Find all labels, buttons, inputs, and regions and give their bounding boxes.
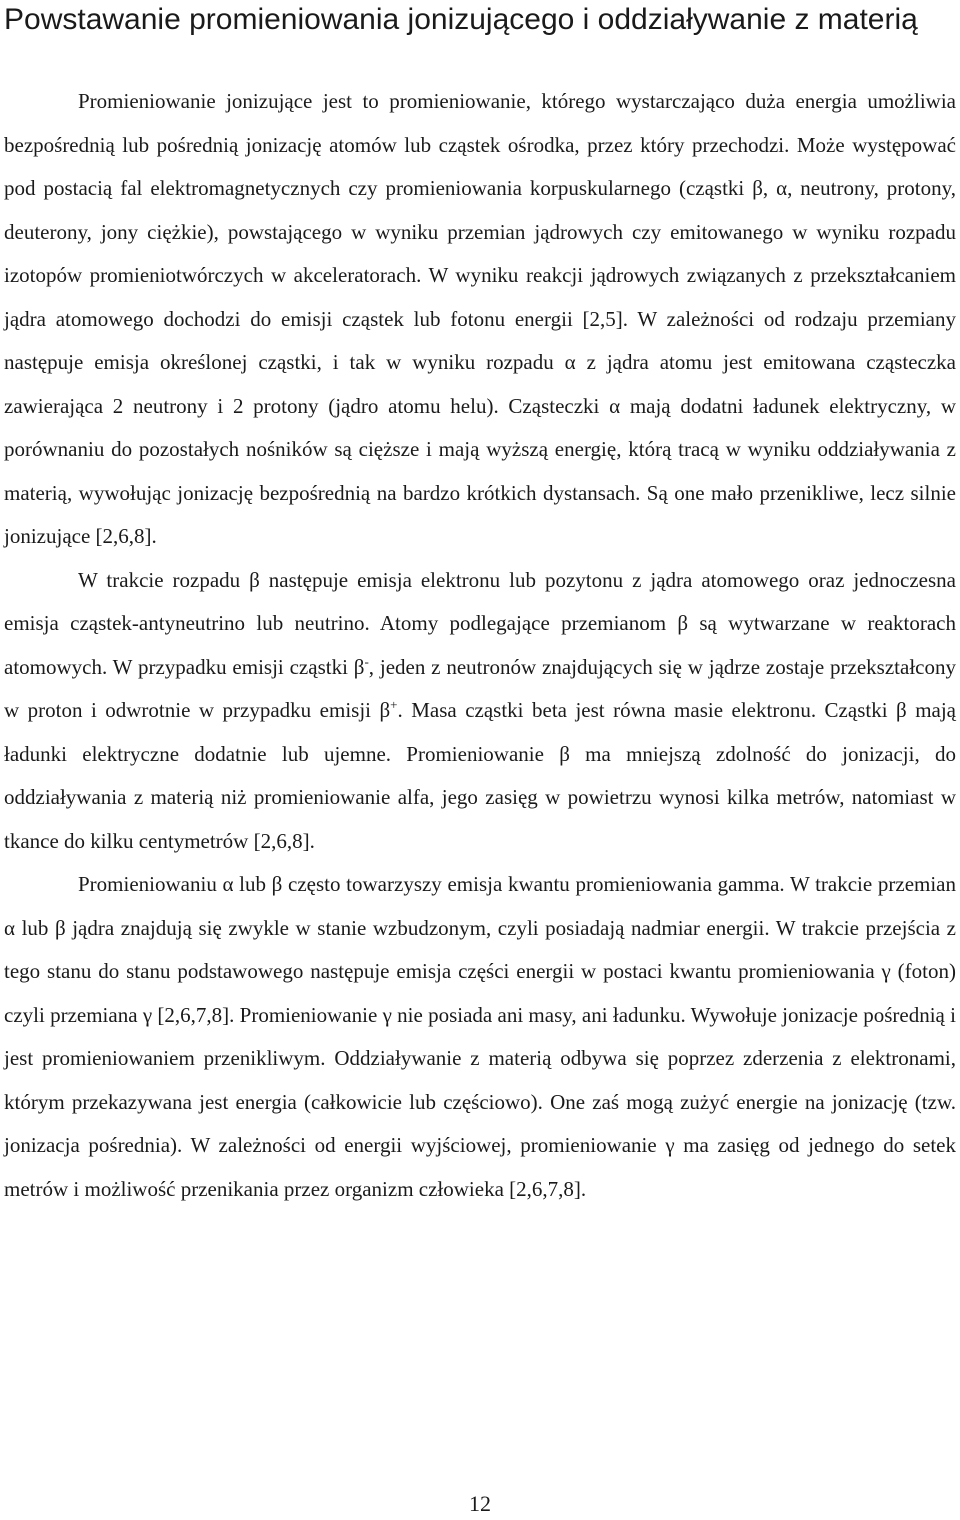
document-body (4, 80, 956, 1211)
page-title: Powstawanie promieniowania jonizującego i oddziaływanie z materią (4, 3, 918, 36)
paragraph-1 (4, 80, 956, 559)
paragraph-text: Promieniowanie jonizujące jest to promieniowanie, którego wystarczająco duża energia umożliwia bezpośrednią lub pośrednią jonizację atomów lub cząstek ośrodka, przez który przechodzi. Może występować pod postacią fal elektromagnetycznych czy promieniowania korpuskularnego (cząstki β, α, neutrony, protony, deuterony, jony ciężkie), powstającego w wyniku przemian jądrowych czy emitowanego w wyniku rozpadu izotopów promieniotwórczych w akceleratorach. W wyniku reakcji jądrowych związanych z przekształcaniem jądra atomowego dochodzi do emisji cząstek lub fotonu energii [2,5]. W zależności od rodzaju przemiany następuje emisja określonej cząstki, i tak w wyniku rozpadu α z jądra atomu jest emitowana cząsteczka zawierająca 2 neutrony i 2 protony (jądro atomu helu). Cząsteczki α mają dodatni ładunek elektryczny, w porównaniu do pozostałych nośników są cięższe i mają wyższą energię, którą tracą w wyniku oddziaływania z materią, wywołując jonizację bezpośrednią na bardzo krótkich dystansach. Są one mało przenikliwe, lecz silnie jonizujące [2,6,8]. (4, 89, 956, 548)
superscript-plus: + (390, 697, 398, 712)
paragraph-2 (4, 559, 956, 864)
page-number: 12 (469, 1491, 491, 1516)
paragraph-text: , jeden z neutronów znajdujących się w jądrze zostaje przekształcony w proton i odwrotnie w przypadku emisji β (4, 654, 956, 722)
superscript-minus: - (364, 653, 369, 669)
paragraph-text: W trakcie rozpadu β następuje emisja elektronu lub pozytonu z jądra atomowego oraz jednoczesna emisja cząstek-antyneutrino lub neutrino. Atomy podlegające przemianom β są wytwarzane w reaktorach atomowych. W przypadku emisji cząstki β (4, 567, 956, 679)
paragraph-3 (4, 863, 956, 1211)
paragraph-text: Promieniowaniu α lub β często towarzyszy emisja kwantu promieniowania gamma. W trakcie przemian α lub β jądra znajdują się zwykle w stanie wzbudzonym, czyli posiadają nadmiar energii. W trakcie przejścia z tego stanu do stanu podstawowego następuje emisja części energii w postaci kwantu promieniowania γ (foton) czyli przemiana γ [2,6,7,8]. Promieniowanie γ nie posiada ani masy, ani ładunku. Wywołuje jonizacje pośrednią i jest promieniowaniem przenikliwym. Oddziaływanie z materią odbywa się poprzez zderzenia z elektronami, którym przekazywana jest energia (całkowicie lub częściowo). One zaś mogą zużyć energie na jonizację (tzw. jonizacja pośrednia). W zależności od energii wyjściowej, promieniowanie γ ma zasięg od jednego do setek metrów i możliwość przenikania przez organizm człowieka [2,6,7,8]. (4, 872, 956, 1201)
paragraph-text: . Masa cząstki beta jest równa masie elektronu. Cząstki β mają ładunki elektryczne dodatnie lub ujemne. Promieniowanie β ma mniejszą zdolność do jonizacji, do oddziaływania z materią niż promieniowanie alfa, jego zasięg w powietrzu wynosi kilka metrów, natomiast w tkance do kilku centymetrów [2,6,8]. (4, 698, 957, 853)
